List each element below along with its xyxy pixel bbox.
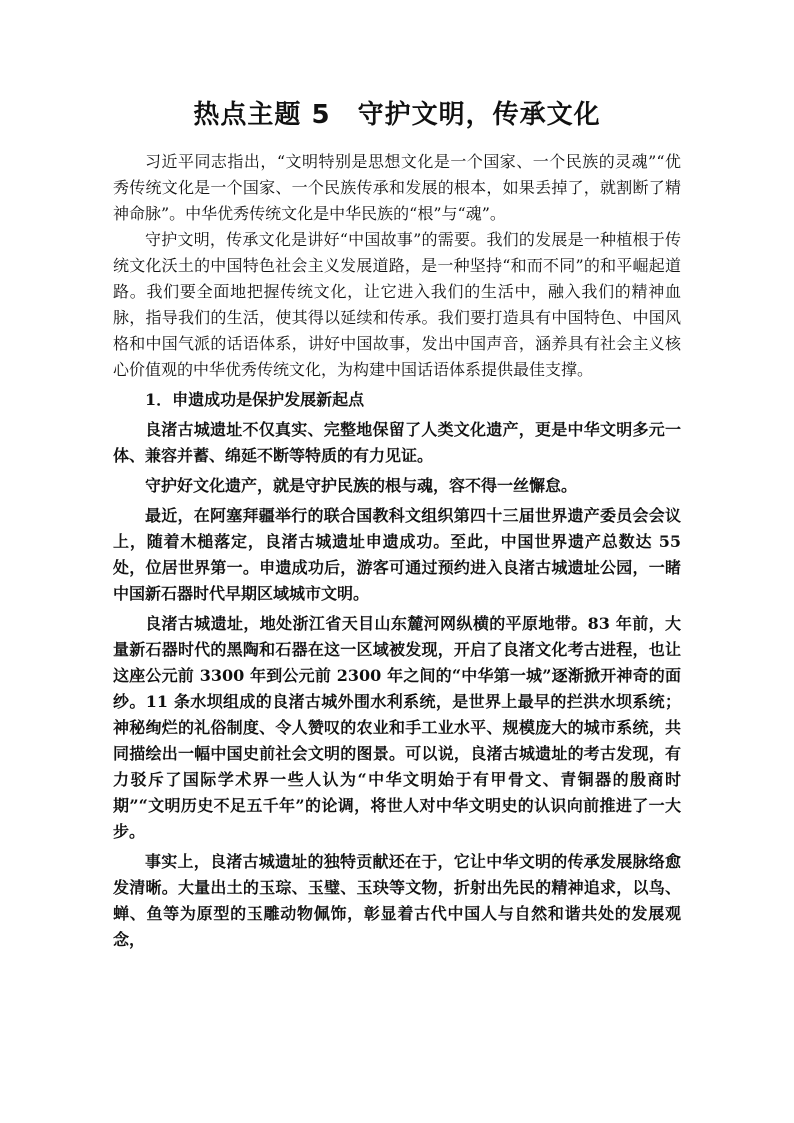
paragraph-liangzhu-site: 良渚古城遗址，地处浙江省天目山东麓河网纵横的平原地带。83 年前，大量新石器时代的黑陶和石器在这一区域被发现，开启了良渚文化考古进程，也让这座公元前 3300 年到公元前 2300 年之间的“中华第一城”逐渐掀开神奇的面纱。11 条水坝组成的良渚古城外围水利系统，是世界上最早的拦洪水坝系统；神秘绚烂的礼俗制度、令人赞叹的农业和手工业水平、规模庞大的城市系统，共同描绘出一幅中国史前社会文明的图景。可以说，良渚古城遗址的考古发现，有力驳斥了国际学术界一些人认为“中华文明始于有甲骨文、青铜器的殷商时期”“文明历史不足五千年”的论调，将世人对中华文明史的认识向前推进了一大步。 [113,614,681,841]
paragraph-liangzhu-evidence: 良渚古城遗址不仅真实、完整地保留了人类文化遗产，更是中华文明多元一体、兼容并蓄、绵延不断等特质的有力见证。 [113,420,681,465]
paragraph-china-story: 守护文明，传承文化是讲好“中国故事”的需要。我们的发展是一种植根于传统文化沃土的中国特色社会主义发展道路，是一种坚持“和而不同”的和平崛起道路。我们要全面地把握传统文化，让它进入我们的生活中，融入我们的精神血脉，指导我们的生活，使其得以延续和传承。我们要打造具有中国特色、中国风格和中国气派的话语体系，讲好中国故事，发出中国声音，涵养具有社会主义核心价值观的中华优秀传统文化，为构建中国话语体系提供最佳支撑。 [113,230,681,379]
document-title: 热点主题 5 守护文明，传承文化 [193,100,601,130]
paragraph-intro-quote: 习近平同志指出，“文明特别是思想文化是一个国家、一个民族的灵魂”“优秀传统文化是一个国家、一个民族传承和发展的根本，如果丢掉了，就割断了精神命脉”。中华优秀传统文化是中华民族的“根”与“魂”。 [113,152,681,223]
paragraph-world-heritage: 最近，在阿塞拜疆举行的联合国教科文组织第四十三届世界遗产委员会会议上，随着木槌落定，良渚古城遗址申遗成功。至此，中国世界遗产总数达 55 处，位居世界第一。申遗成功后，游客可通过预约进入良渚古城遗址公园，一睹中国新石器时代早期区域城市文明。 [113,506,681,603]
paragraph-protect-heritage: 守护好文化遗产，就是守护民族的根与魂，容不得一丝懈怠。 [145,476,578,495]
document-page [113,95,681,953]
section-heading-1: 1．申遗成功是保护发展新起点 [145,390,365,409]
paragraph-liangzhu-contribution: 事实上，良渚古城遗址的独特贡献还在于，它让中华文明的传承发展脉络愈发清晰。大量出土的玉琮、玉璧、玉玦等文物，折射出先民的精神追求，以鸟、蝉、鱼等为原型的玉雕动物佩饰，彰显着古代中国人与自然和谐共处的发展观念， [113,852,681,949]
